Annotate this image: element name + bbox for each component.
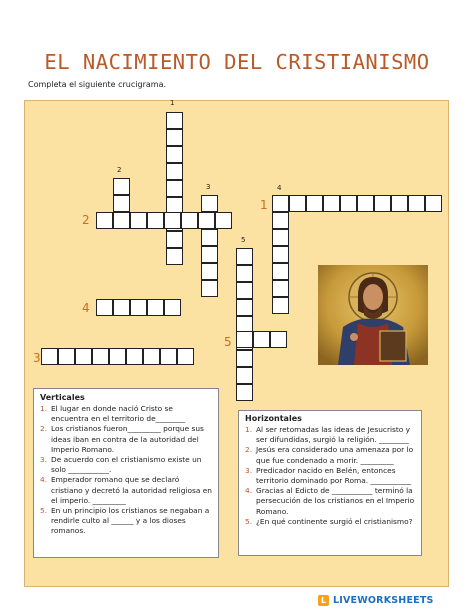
cell-h4[interactable] [130,299,147,316]
vertical-clue-number: 1. [40,404,48,413]
horizontal-clue-number: 1. [245,425,253,434]
cell-h1[interactable] [272,195,289,212]
vertical-clue-text: Los cristianos fueron_________ porque sus ideas iban en contra de la autoridad del Imperio Romano. [51,424,204,454]
cell-h2[interactable] [113,212,130,229]
cell-v1[interactable] [166,248,183,265]
christ-pantocrator-icon [318,265,428,365]
cell-v3[interactable] [201,280,218,297]
cell-h2[interactable] [147,212,164,229]
cell-v3[interactable] [201,263,218,280]
vertical-clue-2 [40,424,212,455]
horizontal-clue-number: 3. [245,465,253,475]
cell-v1[interactable] [166,163,183,180]
vertical-clue-text: El lugar en donde nació Cristo se encuentra en el territorio de________ [51,404,186,424]
cell-h1[interactable] [391,195,408,212]
cell-h3[interactable] [143,348,160,365]
vertical-clue-text: De acuerdo con el cristianismo existe un solo ___________. [51,455,202,475]
grid-label-v2: 2 [117,166,122,174]
cell-h5[interactable] [253,331,270,348]
grid-label-h3: 3 [33,351,41,365]
cell-h1[interactable] [289,195,306,212]
cell-h3[interactable] [75,348,92,365]
cell-v1[interactable] [166,112,183,129]
grid-label-v1: 1 [170,99,175,107]
cell-v5[interactable] [236,350,253,367]
cell-h1[interactable] [340,195,357,212]
vertical-clue-text: En un principio los cristianos se negaban a rendirle culto al ______ y a los dioses romanos. [51,506,210,536]
horizontal-clue-text: Jesús era considerado una amenaza por lo que fue condenado a morir. _________ [256,445,414,465]
cell-v4[interactable] [272,263,289,280]
cell-v4[interactable] [272,246,289,263]
cell-v5[interactable] [236,282,253,299]
cell-v2[interactable] [113,195,130,212]
grid-label-v4: 4 [277,184,282,192]
cell-v4[interactable] [272,280,289,297]
grid-label-v3: 3 [206,183,211,191]
cell-v3[interactable] [201,246,218,263]
vertical-clue-4 [40,475,212,506]
cell-h4[interactable] [113,299,130,316]
cell-h2[interactable] [96,212,113,229]
verticales-box [33,388,219,558]
cell-h1[interactable] [357,195,374,212]
cell-h1[interactable] [425,195,442,212]
cell-v1[interactable] [166,231,183,248]
vertical-clue-1 [40,404,212,424]
cell-h3[interactable] [41,348,58,365]
horizontal-clue-text: Al ser retomadas las ideas de Jesucristo y ser difundidas, surgió la religión. ________ [256,425,411,445]
horizontal-clue-number: 5. [245,516,253,526]
grid-label-v5: 5 [241,236,246,244]
vertical-clue-number: 2. [40,424,48,434]
cell-h3[interactable] [92,348,109,365]
cell-v4[interactable] [272,212,289,229]
horizontal-clue-5 [245,517,415,527]
christ-mosaic-image [318,265,428,365]
horizontal-clue-3 [245,466,415,486]
cell-v4[interactable] [272,297,289,314]
cell-v5[interactable] [236,265,253,282]
grid-label-h4: 4 [82,301,90,315]
vertical-clue-5 [40,506,212,537]
cell-v3[interactable] [201,229,218,246]
grid-label-h5: 5 [224,335,232,349]
page-title: EL NACIMIENTO DEL CRISTIANISMO [44,50,430,74]
horizontal-clue-text: Gracias al Edicto de ___________ terminó la persecución de los cristianos en el Imperio Romano. [256,486,415,516]
horizontal-clue-text: ¿En qué continente surgió el cristianismo? [256,516,413,526]
instruction-text: Completa el siguiente crucigrama. [28,80,167,89]
cell-v5[interactable] [236,248,253,265]
cell-h4[interactable] [164,299,181,316]
cell-h1[interactable] [408,195,425,212]
horizontal-clue-4 [245,486,415,517]
cell-h1[interactable] [323,195,340,212]
cell-h3[interactable] [109,348,126,365]
grid-label-h2: 2 [82,213,90,227]
cell-v2[interactable] [113,178,130,195]
cell-h1[interactable] [374,195,391,212]
vertical-clue-3 [40,455,212,475]
cell-h3[interactable] [177,348,194,365]
cell-h2[interactable] [181,212,198,229]
horizontal-clue-2 [245,445,415,465]
cell-h2[interactable] [215,212,232,229]
horizontal-clue-1 [245,425,415,445]
cell-h4[interactable] [96,299,113,316]
cell-v5[interactable] [236,367,253,384]
horizontales-title: Horizontales [245,414,302,423]
cell-h5[interactable] [236,331,253,348]
cell-v3[interactable] [201,195,218,212]
cell-h3[interactable] [58,348,75,365]
cell-h4[interactable] [147,299,164,316]
vertical-clue-text: Emperador romano que se declaró cristiano y decretó la autoridad religiosa en el imperio. _________ [51,475,212,505]
vertical-clue-number: 3. [40,455,48,465]
cell-h3[interactable] [160,348,177,365]
liveworksheets-brand: LIVEWORKSHEETS [333,594,434,606]
cell-h2[interactable] [198,212,215,229]
cell-v1[interactable] [166,129,183,146]
cell-v1[interactable] [166,146,183,163]
cell-h2[interactable] [164,212,181,229]
cell-v4[interactable] [272,229,289,246]
horizontal-clue-number: 4. [245,486,253,496]
horizontales-box [238,410,422,556]
cell-v5[interactable] [236,384,253,401]
cell-v1[interactable] [166,180,183,197]
verticales-title: Verticales [40,393,85,402]
cell-v5[interactable] [236,299,253,316]
cell-h3[interactable] [126,348,143,365]
liveworksheets-icon: L [318,595,329,606]
horizontal-clue-text: Predicador nacido en Belén, entonces territorio dominado por Roma. ___________ [256,465,412,486]
vertical-clue-number: 4. [40,475,48,485]
horizontal-clue-number: 2. [245,445,253,455]
cell-h2[interactable] [130,212,147,229]
cell-h5[interactable] [270,331,287,348]
cell-h1[interactable] [306,195,323,212]
vertical-clue-number: 5. [40,506,48,516]
liveworksheets-logo[interactable] [318,593,434,607]
grid-label-h1: 1 [260,198,268,212]
